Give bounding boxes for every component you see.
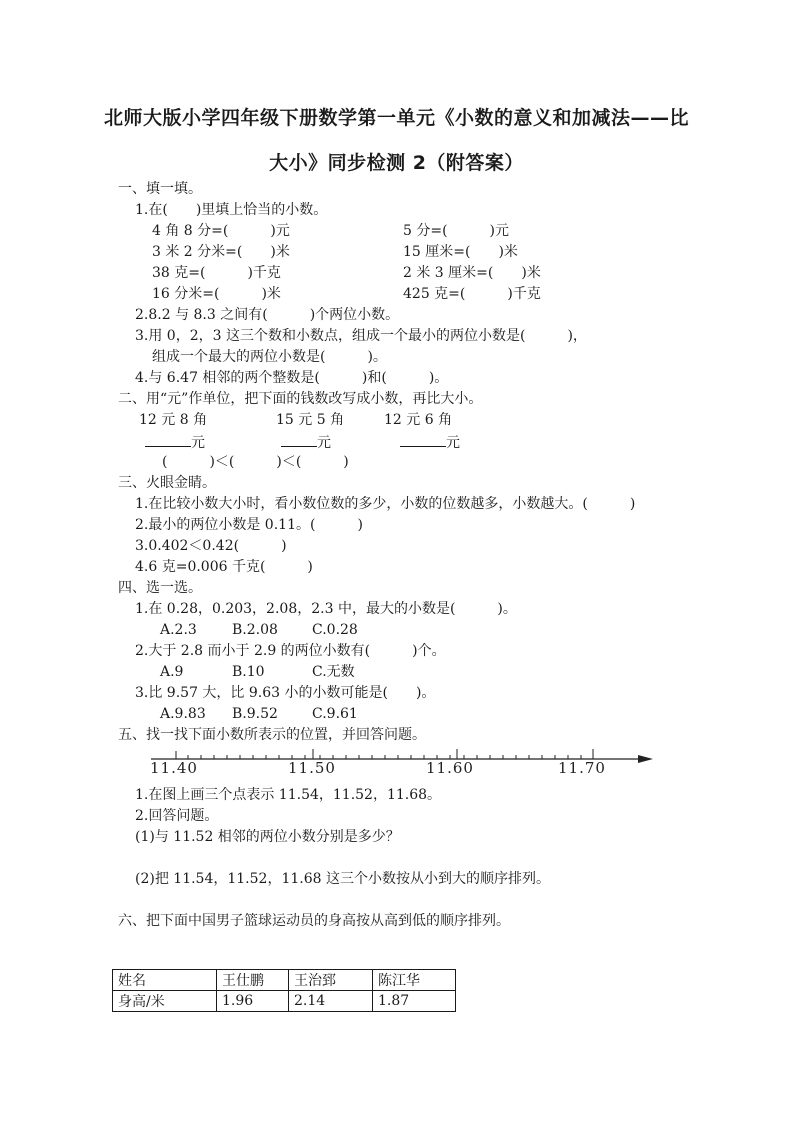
s1-q1-item-3-right: 2 米 3 厘米=( )米: [403, 265, 541, 281]
table-header-row: [113, 970, 456, 991]
number-line-label-1140: 11.40: [150, 759, 198, 777]
s5-question-2-part-2: (2)把 11.54，11.52，11.68 这三个小数按从小到大的顺序排列。: [135, 871, 550, 887]
s4-q1-option-a: A.2.3: [160, 622, 197, 638]
s2-answer-blank-3[interactable]: 元: [400, 432, 460, 452]
s1-q1-item-3-left: 38 克=( )千克: [152, 265, 281, 281]
section-1-heading: 一、填一填。: [118, 181, 202, 197]
section-5-heading: 五、找一找下面小数所表示的位置，并回答问题。: [118, 727, 426, 743]
section-4-heading: 四、选一选。: [118, 580, 202, 596]
s4-q3-option-c: C.9.61: [312, 706, 358, 722]
number-line-label-1160: 11.60: [426, 759, 474, 777]
s4-question-3: 3.比 9.57 大，比 9.63 小的小数可能是( )。: [135, 685, 436, 701]
s4-q3-option-b: B.9.52: [232, 706, 278, 722]
s2-amount-2: 15 元 5 角: [276, 412, 345, 428]
s4-q3-option-a: A.9.83: [160, 706, 206, 722]
s1-q1-item-4-right: 425 克=( )千克: [403, 286, 541, 302]
section-2-heading: 二、用“元”作单位，把下面的钱数改写成小数，再比大小。: [118, 391, 483, 407]
s1-question-3-b: 组成一个最大的两位小数是( )。: [152, 349, 387, 365]
s1-q1-item-1-right: 5 分=( )元: [403, 223, 510, 239]
s1-q1-item-1-left: 4 角 8 分=( )元: [152, 223, 290, 239]
number-line-label-1150: 11.50: [288, 759, 336, 777]
table-cell: 2.14: [289, 991, 373, 1012]
table-cell: 身高/米: [113, 991, 217, 1012]
s1-question-4: 4.与 6.47 相邻的两个整数是( )和( )。: [135, 370, 449, 386]
s2-amount-1: 12 元 8 角: [139, 412, 208, 428]
s3-item-4: 4.6 克=0.006 千克( ): [135, 559, 313, 575]
s3-item-2: 2.最小的两位小数是 0.11。( ): [135, 517, 363, 533]
table-row: [113, 991, 456, 1012]
table-cell: 王仕鹏: [217, 970, 289, 991]
s3-item-3: 3.0.402＜0.42( ): [135, 538, 287, 554]
s4-question-1: 1.在 0.28，0.203，2.08，2.3 中，最大的小数是( )。: [135, 601, 517, 617]
s4-q2-option-c: C.无数: [312, 664, 355, 680]
document-title-line-2: 大小》同步检测 2（附答案）: [269, 152, 524, 174]
document-title-line-1: 北师大版小学四年级下册数学第一单元《小数的意义和加减法——比: [103, 107, 689, 129]
table-cell: 1.96: [217, 991, 289, 1012]
s5-question-2-part-1: (1)与 11.52 相邻的两位小数分别是多少？: [135, 829, 400, 845]
table-cell: 姓名: [113, 970, 217, 991]
number-line-figure: [148, 745, 653, 777]
number-line-label-1170: 11.70: [558, 759, 606, 777]
s4-q2-option-b: B.10: [232, 664, 265, 680]
section-3-heading: 三、火眼金睛。: [118, 475, 216, 491]
s1-question-2: 2.8.2 与 8.3 之间有( )个两位小数。: [135, 307, 400, 323]
s2-amount-3: 12 元 6 角: [384, 412, 453, 428]
s1-question-1: 1.在( )里填上恰当的小数。: [135, 202, 328, 218]
s2-answer-blank-2[interactable]: 元: [281, 432, 331, 452]
s1-q1-item-4-left: 16 分米=( )米: [152, 286, 281, 302]
s4-question-2: 2.大于 2.8 而小于 2.9 的两位小数有( )个。: [135, 643, 446, 659]
s4-q1-option-c: C.0.28: [312, 622, 358, 638]
arrow-head-icon: [638, 755, 653, 763]
s5-question-1: 1.在图上画三个点表示 11.54，11.52，11.68。: [135, 787, 442, 803]
s1-q1-item-2-right: 15 厘米=( )米: [403, 244, 518, 260]
player-heights-table: [112, 969, 456, 1012]
table-cell: 陈江华: [373, 970, 456, 991]
s2-answer-blank-1[interactable]: 元: [145, 432, 205, 452]
s4-q2-option-a: A.9: [160, 664, 184, 680]
table-cell: 1.87: [373, 991, 456, 1012]
table-cell: 王治郅: [289, 970, 373, 991]
s2-compare-row: ( )＜( )＜( ): [162, 454, 349, 470]
s5-question-2: 2.回答问题。: [135, 808, 219, 824]
s4-q1-option-b: B.2.08: [232, 622, 278, 638]
section-6-heading: 六、把下面中国男子篮球运动员的身高按从高到低的顺序排列。: [118, 913, 510, 929]
s1-question-3-a: 3.用 0，2，3 这三个数和小数点，组成一个最小的两位小数是( )，: [135, 328, 587, 344]
s3-item-1: 1.在比较小数大小时，看小数位数的多少，小数的位数越多，小数越大。( ): [135, 496, 636, 512]
s1-q1-item-2-left: 3 米 2 分米=( )米: [152, 244, 290, 260]
